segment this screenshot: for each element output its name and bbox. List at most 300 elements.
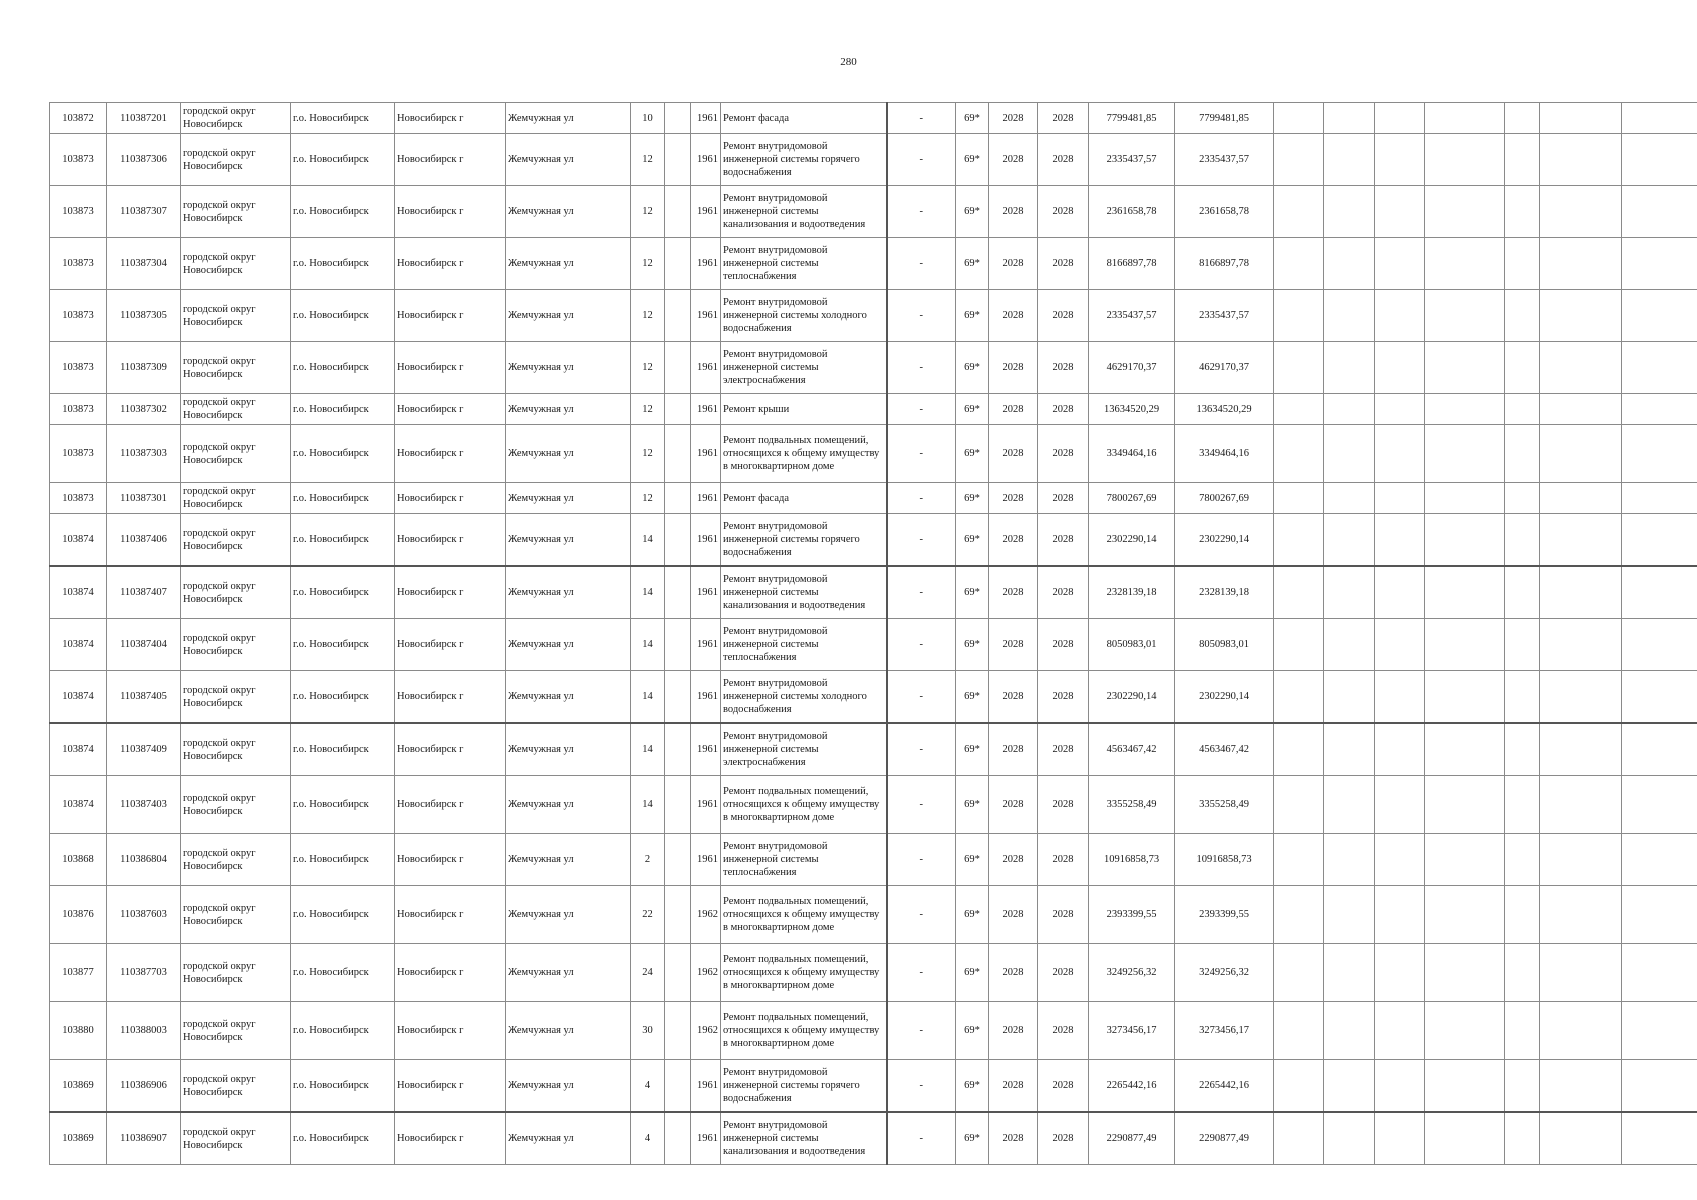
empty-cell (1375, 238, 1425, 290)
table-row (50, 425, 1697, 483)
capital-repair-table (49, 102, 1697, 1165)
row-city: Новосибирск г (395, 776, 506, 834)
row-city: Новосибирск г (395, 425, 506, 483)
row-code: 110387309 (107, 342, 181, 394)
row-district: г.о. Новосибирск (291, 238, 395, 290)
row-dash: - (887, 886, 956, 944)
empty-cell (1425, 723, 1505, 776)
row-house: 14 (631, 619, 665, 671)
row-percent: 69* (956, 1002, 989, 1060)
row-year-to: 2028 (1038, 1112, 1089, 1165)
empty-cell (1324, 1112, 1375, 1165)
empty-cell (1505, 671, 1540, 724)
row-house: 14 (631, 671, 665, 724)
empty-cell (1324, 186, 1375, 238)
row-id: 103868 (50, 834, 107, 886)
empty-cell (1540, 514, 1622, 567)
row-year-from: 2028 (989, 394, 1038, 425)
row-total: 7799481,85 (1175, 103, 1274, 134)
row-id: 103877 (50, 944, 107, 1002)
row-district: г.о. Новосибирск (291, 723, 395, 776)
table-row (50, 619, 1697, 671)
empty-cell (1505, 619, 1540, 671)
row-street: Жемчужная ул (506, 425, 631, 483)
row-year-to: 2028 (1038, 514, 1089, 567)
row-work-type: Ремонт подвальных помещений, относящихся к общему имуществу в многоквартирном доме (721, 1002, 887, 1060)
row-percent: 69* (956, 1112, 989, 1165)
row-cost: 2393399,55 (1089, 886, 1175, 944)
empty-cell (1375, 1112, 1425, 1165)
empty-cell (1324, 834, 1375, 886)
empty-cell (1505, 514, 1540, 567)
row-year: 1961 (691, 1060, 721, 1113)
empty-cell (1622, 134, 1697, 186)
row-year-to: 2028 (1038, 944, 1089, 1002)
empty-cell (1505, 186, 1540, 238)
row-work-type: Ремонт внутридомовой инженерной системы теплоснабжения (721, 238, 887, 290)
empty-cell (1375, 1002, 1425, 1060)
empty-cell (1540, 134, 1622, 186)
row-dash: - (887, 1002, 956, 1060)
row-municipality: городской округ Новосибирск (181, 944, 291, 1002)
row-house: 4 (631, 1060, 665, 1113)
empty-cell (1622, 103, 1697, 134)
row-street: Жемчужная ул (506, 776, 631, 834)
row-id: 103873 (50, 425, 107, 483)
row-year: 1962 (691, 1002, 721, 1060)
row-municipality: городской округ Новосибирск (181, 671, 291, 724)
row-year: 1961 (691, 514, 721, 567)
row-work-type: Ремонт подвальных помещений, относящихся к общему имуществу в многоквартирном доме (721, 944, 887, 1002)
row-cost: 4629170,37 (1089, 342, 1175, 394)
empty-cell (1622, 619, 1697, 671)
row-city: Новосибирск г (395, 1112, 506, 1165)
row-code: 110387409 (107, 723, 181, 776)
row-year-from: 2028 (989, 238, 1038, 290)
row-code: 110386804 (107, 834, 181, 886)
row-code: 110387301 (107, 483, 181, 514)
row-year-to: 2028 (1038, 483, 1089, 514)
row-cost: 3355258,49 (1089, 776, 1175, 834)
row-id: 103874 (50, 671, 107, 724)
row-street: Жемчужная ул (506, 342, 631, 394)
empty-cell (1425, 290, 1505, 342)
row-percent: 69* (956, 944, 989, 1002)
row-street: Жемчужная ул (506, 886, 631, 944)
row-house: 12 (631, 238, 665, 290)
empty-cell (1505, 723, 1540, 776)
table-row (50, 483, 1697, 514)
row-street: Жемчужная ул (506, 394, 631, 425)
row-extra (665, 186, 691, 238)
empty-cell (1622, 944, 1697, 1002)
row-extra (665, 514, 691, 567)
row-dash: - (887, 619, 956, 671)
table-row (50, 134, 1697, 186)
row-cost: 2335437,57 (1089, 134, 1175, 186)
empty-cell (1324, 290, 1375, 342)
empty-cell (1540, 776, 1622, 834)
empty-cell (1375, 394, 1425, 425)
empty-cell (1375, 776, 1425, 834)
row-district: г.о. Новосибирск (291, 886, 395, 944)
table-row (50, 342, 1697, 394)
row-year-from: 2028 (989, 290, 1038, 342)
row-percent: 69* (956, 886, 989, 944)
empty-cell (1274, 186, 1324, 238)
row-dash: - (887, 238, 956, 290)
row-district: г.о. Новосибирск (291, 671, 395, 724)
row-code: 110386906 (107, 1060, 181, 1113)
row-house: 12 (631, 483, 665, 514)
empty-cell (1274, 944, 1324, 1002)
row-dash: - (887, 723, 956, 776)
row-id: 103874 (50, 514, 107, 567)
row-year-to: 2028 (1038, 342, 1089, 394)
row-code: 110387405 (107, 671, 181, 724)
row-code: 110387201 (107, 103, 181, 134)
row-municipality: городской округ Новосибирск (181, 723, 291, 776)
row-cost: 10916858,73 (1089, 834, 1175, 886)
row-code: 110386907 (107, 1112, 181, 1165)
row-year-from: 2028 (989, 566, 1038, 619)
row-year-from: 2028 (989, 886, 1038, 944)
row-dash: - (887, 134, 956, 186)
row-house: 24 (631, 944, 665, 1002)
row-house: 12 (631, 290, 665, 342)
empty-cell (1540, 394, 1622, 425)
row-municipality: городской округ Новосибирск (181, 483, 291, 514)
empty-cell (1324, 886, 1375, 944)
row-year: 1961 (691, 238, 721, 290)
row-year-from: 2028 (989, 1002, 1038, 1060)
table-row (50, 103, 1697, 134)
empty-cell (1540, 886, 1622, 944)
empty-cell (1540, 186, 1622, 238)
row-total: 10916858,73 (1175, 834, 1274, 886)
empty-cell (1324, 671, 1375, 724)
row-year: 1961 (691, 103, 721, 134)
row-street: Жемчужная ул (506, 134, 631, 186)
row-district: г.о. Новосибирск (291, 425, 395, 483)
row-percent: 69* (956, 394, 989, 425)
empty-cell (1622, 342, 1697, 394)
row-code: 110387307 (107, 186, 181, 238)
row-dash: - (887, 514, 956, 567)
row-district: г.о. Новосибирск (291, 566, 395, 619)
row-year: 1961 (691, 186, 721, 238)
row-street: Жемчужная ул (506, 1112, 631, 1165)
row-city: Новосибирск г (395, 944, 506, 1002)
page-number: 280 (840, 56, 857, 68)
row-house: 14 (631, 776, 665, 834)
row-house: 12 (631, 134, 665, 186)
row-total: 4629170,37 (1175, 342, 1274, 394)
row-district: г.о. Новосибирск (291, 483, 395, 514)
table-row (50, 1112, 1697, 1165)
empty-cell (1375, 834, 1425, 886)
table-row (50, 886, 1697, 944)
row-house: 14 (631, 723, 665, 776)
row-house: 12 (631, 425, 665, 483)
row-municipality: городской округ Новосибирск (181, 1112, 291, 1165)
row-id: 103873 (50, 394, 107, 425)
empty-cell (1505, 134, 1540, 186)
row-id: 103873 (50, 342, 107, 394)
row-year: 1962 (691, 944, 721, 1002)
row-municipality: городской округ Новосибирск (181, 290, 291, 342)
row-dash: - (887, 1112, 956, 1165)
empty-cell (1324, 483, 1375, 514)
empty-cell (1324, 619, 1375, 671)
empty-cell (1274, 290, 1324, 342)
empty-cell (1375, 886, 1425, 944)
row-city: Новосибирск г (395, 186, 506, 238)
row-district: г.о. Новосибирск (291, 186, 395, 238)
empty-cell (1375, 103, 1425, 134)
row-id: 103874 (50, 566, 107, 619)
row-dash: - (887, 103, 956, 134)
row-year-from: 2028 (989, 1060, 1038, 1113)
row-year: 1961 (691, 1112, 721, 1165)
row-city: Новосибирск г (395, 566, 506, 619)
empty-cell (1505, 1060, 1540, 1113)
row-percent: 69* (956, 619, 989, 671)
empty-cell (1505, 290, 1540, 342)
empty-cell (1425, 186, 1505, 238)
empty-cell (1375, 723, 1425, 776)
empty-cell (1375, 1060, 1425, 1113)
empty-cell (1324, 103, 1375, 134)
empty-cell (1375, 944, 1425, 1002)
table-row (50, 186, 1697, 238)
empty-cell (1375, 671, 1425, 724)
row-code: 110387406 (107, 514, 181, 567)
empty-cell (1540, 238, 1622, 290)
row-street: Жемчужная ул (506, 1002, 631, 1060)
empty-cell (1425, 671, 1505, 724)
empty-cell (1375, 186, 1425, 238)
row-work-type: Ремонт внутридомовой инженерной системы горячего водоснабжения (721, 1060, 887, 1113)
row-percent: 69* (956, 776, 989, 834)
empty-cell (1274, 566, 1324, 619)
empty-cell (1505, 394, 1540, 425)
empty-cell (1622, 671, 1697, 724)
row-extra (665, 425, 691, 483)
row-percent: 69* (956, 483, 989, 514)
empty-cell (1425, 834, 1505, 886)
row-year: 1961 (691, 671, 721, 724)
empty-cell (1274, 671, 1324, 724)
empty-cell (1274, 1002, 1324, 1060)
row-year-to: 2028 (1038, 671, 1089, 724)
empty-cell (1540, 1002, 1622, 1060)
row-percent: 69* (956, 342, 989, 394)
row-work-type: Ремонт подвальных помещений, относящихся к общему имуществу в многоквартирном доме (721, 776, 887, 834)
row-municipality: городской округ Новосибирск (181, 619, 291, 671)
table-row (50, 290, 1697, 342)
table-row (50, 834, 1697, 886)
empty-cell (1274, 776, 1324, 834)
empty-cell (1622, 886, 1697, 944)
empty-cell (1505, 566, 1540, 619)
row-total: 2265442,16 (1175, 1060, 1274, 1113)
empty-cell (1505, 342, 1540, 394)
row-work-type: Ремонт внутридомовой инженерной системы горячего водоснабжения (721, 514, 887, 567)
row-year-to: 2028 (1038, 186, 1089, 238)
empty-cell (1274, 514, 1324, 567)
row-cost: 2335437,57 (1089, 290, 1175, 342)
row-dash: - (887, 776, 956, 834)
row-total: 7800267,69 (1175, 483, 1274, 514)
row-id: 103873 (50, 134, 107, 186)
empty-cell (1425, 1002, 1505, 1060)
row-code: 110387303 (107, 425, 181, 483)
row-work-type: Ремонт подвальных помещений, относящихся к общему имуществу в многоквартирном доме (721, 425, 887, 483)
empty-cell (1505, 483, 1540, 514)
row-municipality: городской округ Новосибирск (181, 238, 291, 290)
row-extra (665, 834, 691, 886)
row-street: Жемчужная ул (506, 238, 631, 290)
row-city: Новосибирск г (395, 671, 506, 724)
row-dash: - (887, 394, 956, 425)
row-work-type: Ремонт фасада (721, 483, 887, 514)
empty-cell (1425, 425, 1505, 483)
row-year-to: 2028 (1038, 1002, 1089, 1060)
row-total: 2328139,18 (1175, 566, 1274, 619)
row-year: 1961 (691, 290, 721, 342)
row-year-to: 2028 (1038, 394, 1089, 425)
row-percent: 69* (956, 134, 989, 186)
row-work-type: Ремонт внутридомовой инженерной системы канализования и водоотведения (721, 566, 887, 619)
empty-cell (1425, 238, 1505, 290)
row-percent: 69* (956, 671, 989, 724)
row-street: Жемчужная ул (506, 514, 631, 567)
row-total: 2393399,55 (1175, 886, 1274, 944)
row-cost: 3349464,16 (1089, 425, 1175, 483)
row-house: 2 (631, 834, 665, 886)
empty-cell (1324, 944, 1375, 1002)
row-district: г.о. Новосибирск (291, 944, 395, 1002)
row-id: 103873 (50, 186, 107, 238)
row-cost: 2302290,14 (1089, 671, 1175, 724)
row-percent: 69* (956, 566, 989, 619)
row-municipality: городской округ Новосибирск (181, 886, 291, 944)
empty-cell (1375, 425, 1425, 483)
row-dash: - (887, 342, 956, 394)
empty-cell (1274, 238, 1324, 290)
row-code: 110387603 (107, 886, 181, 944)
row-year-to: 2028 (1038, 103, 1089, 134)
row-house: 14 (631, 514, 665, 567)
row-house: 14 (631, 566, 665, 619)
row-city: Новосибирск г (395, 723, 506, 776)
row-id: 103880 (50, 1002, 107, 1060)
row-extra (665, 723, 691, 776)
table-row (50, 1060, 1697, 1113)
row-percent: 69* (956, 514, 989, 567)
row-code: 110387404 (107, 619, 181, 671)
row-year: 1961 (691, 619, 721, 671)
row-id: 103873 (50, 483, 107, 514)
row-municipality: городской округ Новосибирск (181, 776, 291, 834)
row-code: 110387302 (107, 394, 181, 425)
row-house: 12 (631, 342, 665, 394)
empty-cell (1540, 944, 1622, 1002)
row-year-to: 2028 (1038, 238, 1089, 290)
row-street: Жемчужная ул (506, 186, 631, 238)
empty-cell (1540, 1060, 1622, 1113)
row-district: г.о. Новосибирск (291, 514, 395, 567)
row-municipality: городской округ Новосибирск (181, 1060, 291, 1113)
empty-cell (1274, 834, 1324, 886)
row-municipality: городской округ Новосибирск (181, 834, 291, 886)
table-row (50, 394, 1697, 425)
row-extra (665, 619, 691, 671)
row-extra (665, 1060, 691, 1113)
empty-cell (1425, 619, 1505, 671)
empty-cell (1540, 290, 1622, 342)
row-id: 103869 (50, 1060, 107, 1113)
row-year-from: 2028 (989, 186, 1038, 238)
row-year: 1961 (691, 483, 721, 514)
row-total: 3273456,17 (1175, 1002, 1274, 1060)
row-extra (665, 1002, 691, 1060)
row-total: 13634520,29 (1175, 394, 1274, 425)
row-city: Новосибирск г (395, 394, 506, 425)
row-total: 2302290,14 (1175, 671, 1274, 724)
empty-cell (1324, 238, 1375, 290)
row-street: Жемчужная ул (506, 290, 631, 342)
row-year-from: 2028 (989, 342, 1038, 394)
empty-cell (1540, 425, 1622, 483)
row-extra (665, 566, 691, 619)
row-year-to: 2028 (1038, 290, 1089, 342)
row-extra (665, 134, 691, 186)
row-year-to: 2028 (1038, 834, 1089, 886)
row-street: Жемчужная ул (506, 723, 631, 776)
empty-cell (1375, 134, 1425, 186)
row-cost: 2302290,14 (1089, 514, 1175, 567)
row-id: 103872 (50, 103, 107, 134)
empty-cell (1622, 514, 1697, 567)
empty-cell (1324, 425, 1375, 483)
row-year: 1961 (691, 834, 721, 886)
empty-cell (1274, 886, 1324, 944)
row-code: 110387703 (107, 944, 181, 1002)
row-id: 103873 (50, 290, 107, 342)
empty-cell (1622, 290, 1697, 342)
row-city: Новосибирск г (395, 342, 506, 394)
empty-cell (1505, 425, 1540, 483)
empty-cell (1324, 134, 1375, 186)
row-code: 110387403 (107, 776, 181, 834)
row-year-to: 2028 (1038, 1060, 1089, 1113)
row-extra (665, 1112, 691, 1165)
row-district: г.о. Новосибирск (291, 1002, 395, 1060)
table-row (50, 238, 1697, 290)
empty-cell (1622, 425, 1697, 483)
empty-cell (1274, 619, 1324, 671)
row-year-to: 2028 (1038, 134, 1089, 186)
row-year-from: 2028 (989, 776, 1038, 834)
empty-cell (1425, 103, 1505, 134)
empty-cell (1505, 776, 1540, 834)
empty-cell (1622, 238, 1697, 290)
row-code: 110388003 (107, 1002, 181, 1060)
row-id: 103874 (50, 776, 107, 834)
row-dash: - (887, 483, 956, 514)
